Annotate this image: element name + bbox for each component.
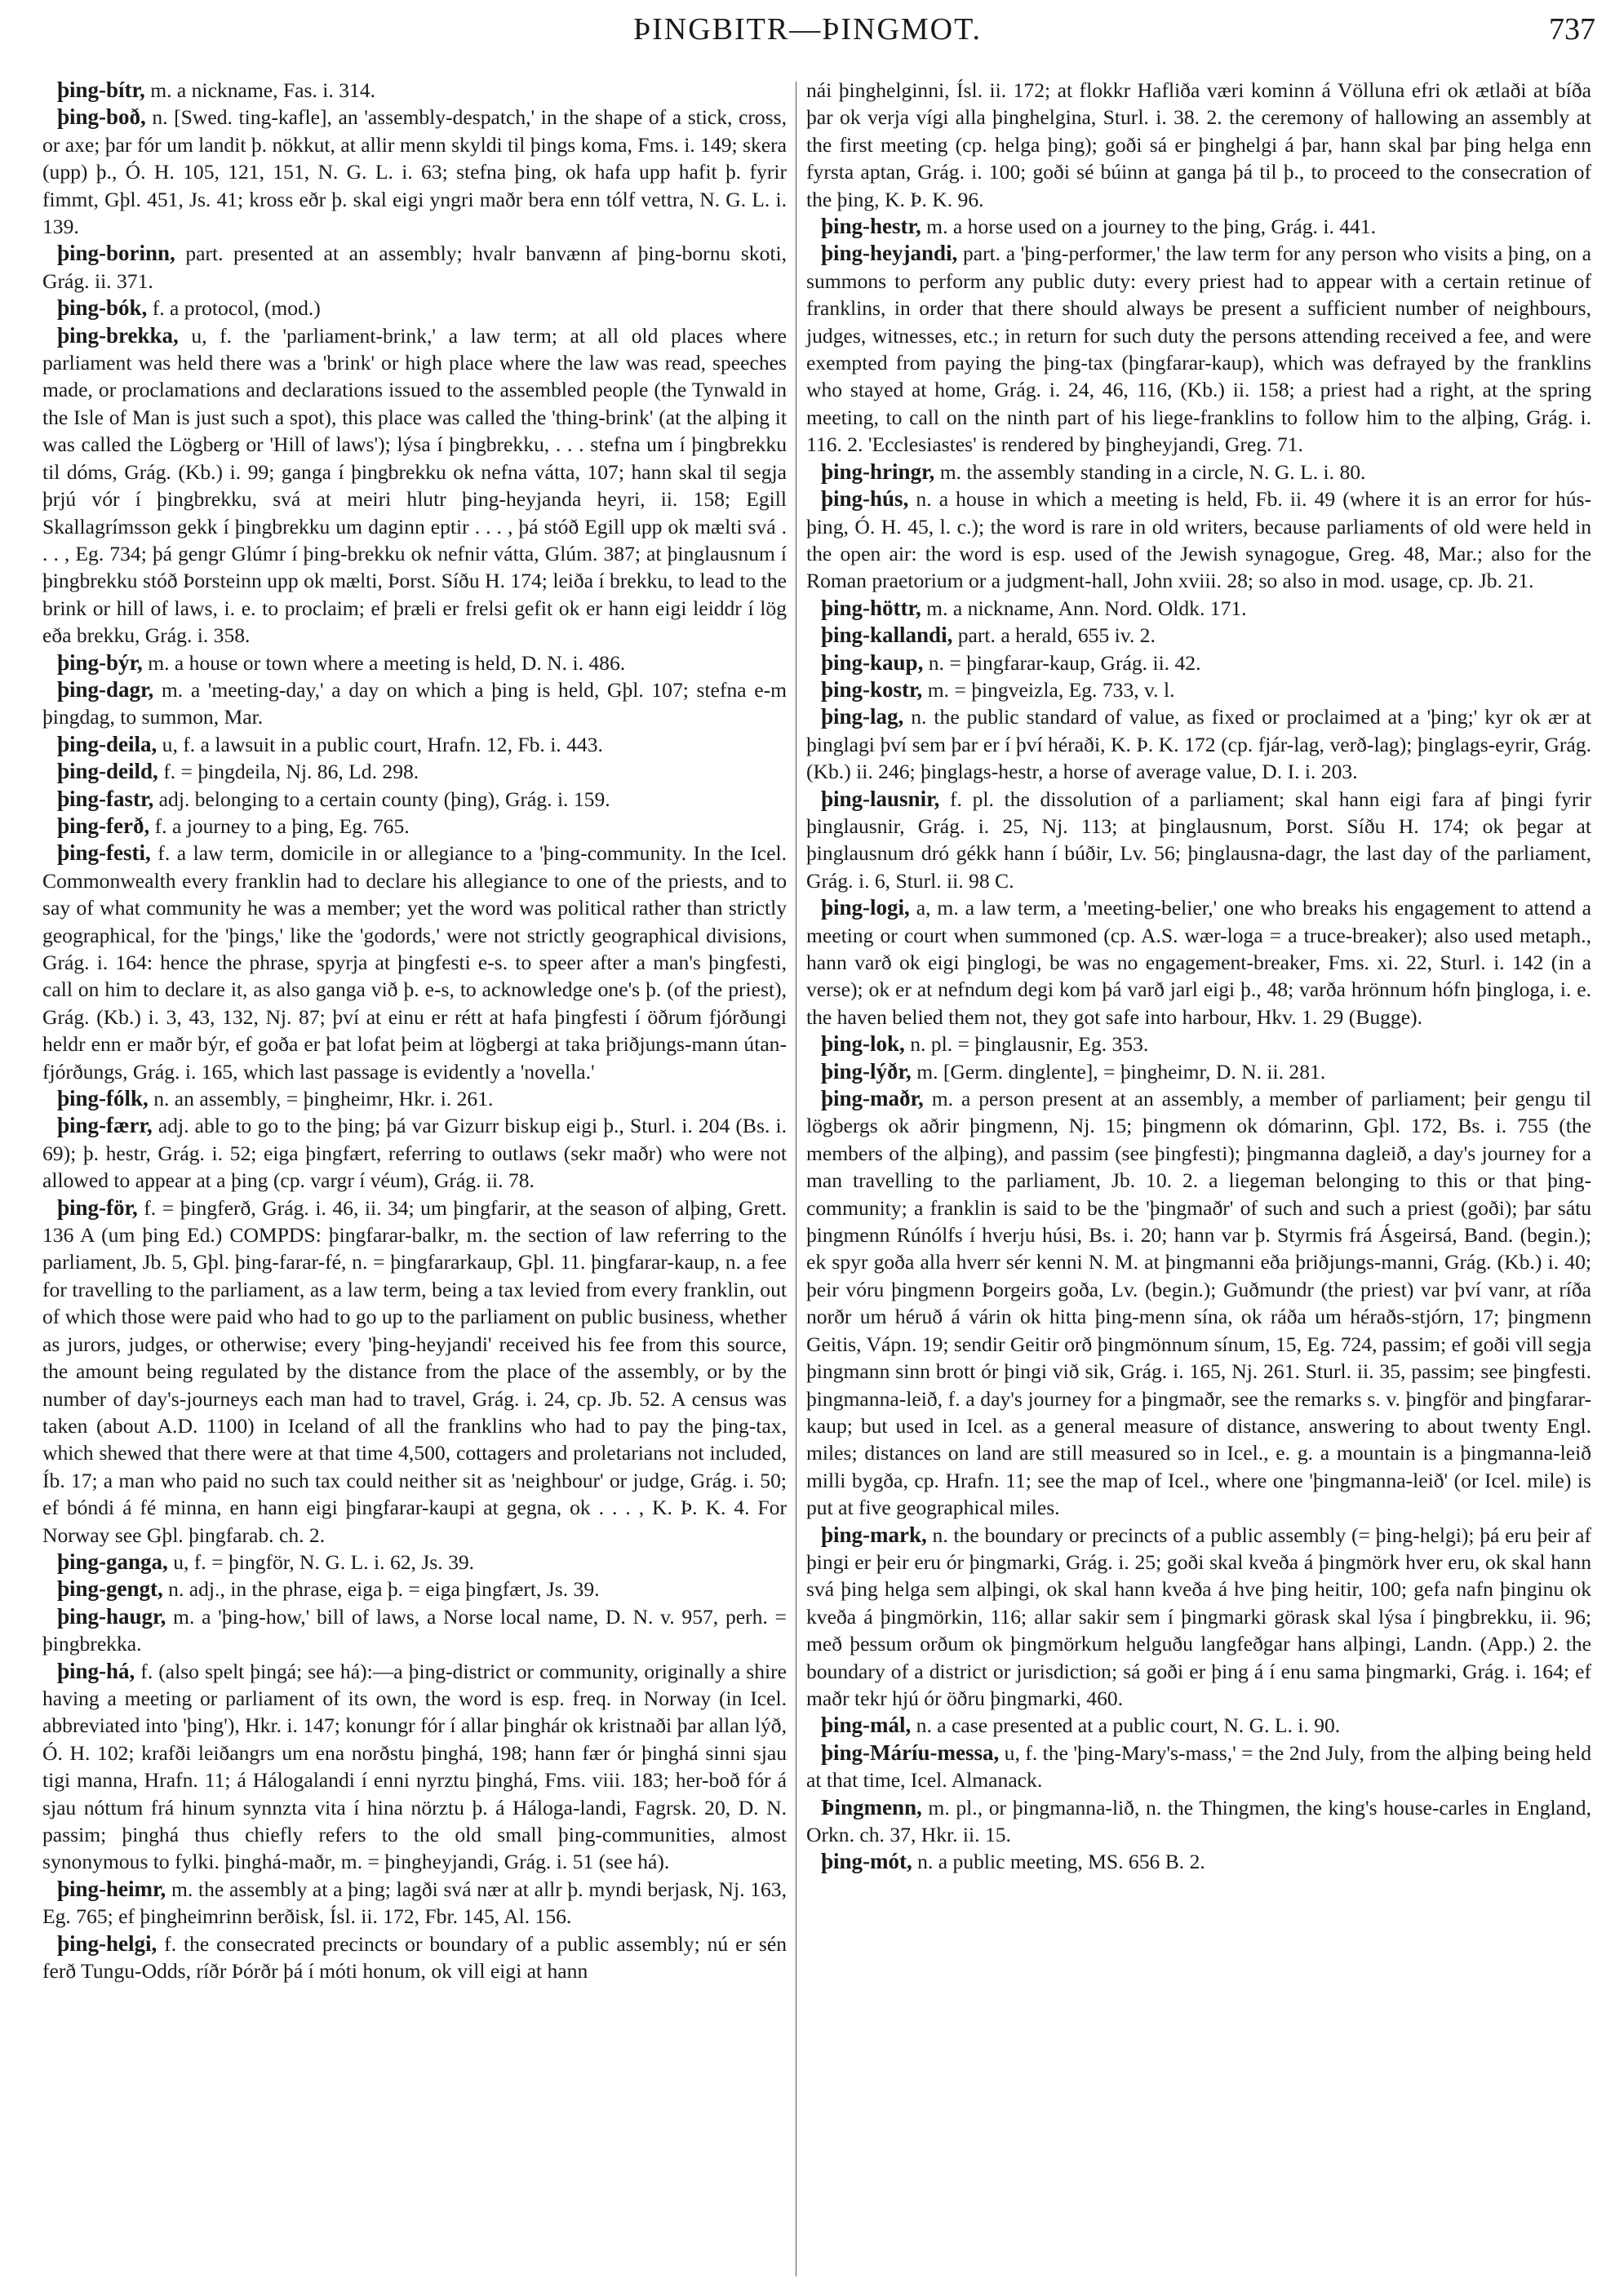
entry-headword: þing-hestr, bbox=[821, 214, 921, 239]
dictionary-entry bbox=[42, 1658, 787, 1876]
dictionary-entry bbox=[806, 703, 1591, 785]
entry-definition: f. a journey to a þing, Eg. 765. bbox=[149, 813, 410, 838]
entry-headword: þing-hús, bbox=[821, 486, 909, 512]
dictionary-entry bbox=[806, 1522, 1591, 1713]
dictionary-entry bbox=[806, 1712, 1591, 1739]
entry-headword: þing-lausnir, bbox=[821, 786, 940, 811]
entry-definition: n. [Swed. ting-kafle], an 'assembly-despatch,' in the shape of a stick, cross, or axe; þar fór um landit þ. nökkut, at allir menn skyldi til þings koma, Fms. i. 149; skera (upp) þ., Ó. H. 105, 121, 151, N. G. L. i. 63; stefna þing, ok hafa upp hafit þ. fyrir fimmt, Gþl. 451, Js. 41; kross eðr þ. skal eigi yngri maðr bera enn tólf vettra, N. G. L. i. 139. bbox=[42, 105, 788, 239]
entry-headword: þing-lýðr, bbox=[821, 1058, 912, 1084]
entry-headword: þing-há, bbox=[57, 1658, 135, 1683]
page-number: 737 bbox=[1549, 12, 1595, 47]
dictionary-entry bbox=[42, 1603, 787, 1658]
dictionary-entry bbox=[806, 240, 1591, 458]
entry-definition: adj. belonging to a certain county (þing), Grág. i. 159. bbox=[153, 787, 610, 811]
entry-headword: þing-logi, bbox=[821, 895, 910, 920]
entry-headword: þing-gengt, bbox=[57, 1576, 163, 1602]
dictionary-entry bbox=[42, 240, 787, 295]
entry-definition: f. the consecrated precincts or boundary of a public assembly; nú er sén ferð Tungu-Odds, ríðr Þórðr þá í móti honum, ok vill eigi at hann bbox=[42, 1931, 787, 1984]
dictionary-entry bbox=[42, 295, 787, 321]
entry-definition: n. the public standard of value, as fixed or proclaimed at a 'þing;' kyr ok ær at þinglagi því sem þar er í því héraði, K. Þ. K. 172 (cp. fjár-lag, verð-lag); þinglags-eyrir, Grág. (Kb.) ii. 246; þinglags-hestr, a horse of average value, D. I. i. 203. bbox=[806, 705, 1591, 784]
entry-definition: f. = þingdeila, Nj. 86, Ld. 298. bbox=[158, 760, 419, 784]
page-header-title: ÞINGBITR—ÞINGMOT. bbox=[632, 12, 983, 47]
entry-headword: þing-deild, bbox=[57, 759, 158, 784]
entry-headword: þing-hringr, bbox=[821, 459, 935, 484]
entry-headword: þing-fastr, bbox=[57, 786, 154, 811]
dictionary-entry bbox=[806, 786, 1591, 895]
entry-definition: part. a herald, 655 iv. 2. bbox=[952, 623, 1156, 648]
dictionary-entry bbox=[42, 1195, 787, 1549]
dictionary-entry bbox=[42, 758, 787, 785]
dictionary-entry bbox=[42, 104, 787, 240]
dictionary-entry bbox=[42, 322, 787, 649]
dictionary-entry bbox=[806, 1085, 1591, 1522]
entry-definition: m. a nickname, Ann. Nord. Oldk. 171. bbox=[921, 596, 1247, 620]
dictionary-entry bbox=[806, 485, 1591, 595]
dictionary-entry bbox=[42, 813, 787, 840]
entry-headword: þing-bók, bbox=[57, 295, 148, 321]
entry-definition: u, f. the 'parliament-brink,' a law term; at all old places where parliament was held there was a 'brink' or high place where the law was read, speeches made, or proclamations and declarations issued to the assembled people (the Tynwald in the Isle of Man is just such a spot), this place was called the 'thing-brink' (at the alþing it was called the Lögberg or 'Hill of laws'); lýsa í þingbrekku, . . . stefna um í þingbrekku til dóms, Grág. (Kb.) i. 99; ganga í þingbrekku ok nefna vátta, 107; hann skal til segja þrjú vór í þingbrekku, svá at meiri hlutr þing-heyjanda heyri, ii. 158; Egill Skallagrímsson gekk í þingbrekku um daginn eptir . . . , þá stóð Egill upp ok mælti svá . . . , Eg. 734; þá gengr Glúmr í þing-brekku ok nefnir vátta, Glúm. 387; at þinglausnum í þingbrekku stóð Þorsteinn upp ok mælti, Þorst. Síðu H. 174; leiða í brekku, to lead to the brink or hill of laws, i. e. to proclaim; ef þræli er frelsi gefit ok er hann eigi leiddr í lög eða brekku, Grág. i. 358. bbox=[42, 323, 787, 648]
left-column bbox=[42, 77, 787, 1984]
dictionary-entry bbox=[806, 1794, 1591, 1849]
dictionary-entry bbox=[806, 1848, 1591, 1875]
entry-headword: þing-höttr, bbox=[821, 595, 921, 620]
entry-definition: n. pl. = þinglausnir, Eg. 353. bbox=[904, 1032, 1149, 1057]
dictionary-entry bbox=[806, 213, 1591, 240]
entry-definition: m. a 'þing-how,' bill of laws, a Norse local name, D. N. v. 957, perh. = þingbrekka. bbox=[42, 1604, 787, 1656]
entry-definition: f. a law term, domicile in or allegiance to a 'þing-community. In the Icel. Commonwealth every franklin had to declare his allegiance to one of the priests, and to say of what community he was a member; yet the word was political rather than strictly geographical, for the 'þings,' like the 'godords,' were not strictly geographical divisions, Grág. i. 164: hence the phrase, spyrja at þingfesti e-s. to speer after a man's þingfesti, call on him to declare it, as also ganga við þ. e-s, to acknowledge one's þ. (of the priest), Grág. (Kb.) i. 3, 43, 132, Nj. 87; því at einu er rétt at hafa þingfesti í öðrum fjórðungi heldr enn er maðr býr, ef goða er þat lofat þeim at lögbergi at taka þriðjungs-mann útan-fjórðungs, Grág. i. 165, which last passage is evidently a 'novella.' bbox=[42, 841, 787, 1084]
entry-definition: u, f. the 'þing-Mary's-mass,' = the 2nd July, from the alþing being held at that time, Icel. Almanack. bbox=[806, 1740, 1591, 1793]
entry-headword: þing-heimr, bbox=[57, 1876, 166, 1901]
dictionary-entry bbox=[42, 1576, 787, 1602]
entry-headword: þing-kostr, bbox=[821, 676, 923, 702]
entry-definition: u, f. = þingför, N. G. L. i. 62, Js. 39. bbox=[167, 1549, 475, 1574]
right-column bbox=[806, 77, 1591, 1876]
entry-headword: þing-maðr, bbox=[821, 1086, 924, 1111]
entry-definition: m. a house or town where a meeting is held, D. N. i. 486. bbox=[142, 650, 626, 675]
dictionary-entry bbox=[42, 1930, 787, 1985]
dictionary-entry bbox=[42, 1112, 787, 1194]
entry-definition: m. the assembly at a þing; lagði svá nær at allr þ. myndi berjask, Nj. 163, Eg. 765; ef þingheimrinn berðisk, Ísl. ii. 172, Fbr. 145, Al. 156. bbox=[42, 1877, 787, 1929]
entry-definition: f. a protocol, (mod.) bbox=[147, 296, 321, 321]
entry-definition: f. = þingferð, Grág. i. 46, ii. 34; um þingfarir, at the season of alþing, Grett. 136 A (um þing Ed.) COMPDS: þingfarar-balkr, m. the section of law referring to the parliament, Jb. 5, Gþl. þing-farar-fé, n. = þingfararkaup, Gþl. 11. þingfarar-kaup, n. a fee for travelling to the parliament, as a law term, being a tax levied from every franklin, out of which those were paid who had to go up to the parliament on public business, whether as jurors, judges, or otherwise; every 'þing-heyjandi' received his fee from this source, the amount being regulated by the distance from the place of the assembly, or by the number of day's-journeys each man had to travel, Grág. i. 24, cp. Jb. 52. A census was taken (about A.D. 1100) in Iceland of all the franklins who had to pay the þing-tax, which shewed that there were at that time 4,500, cottagers and proletarians not included, Íb. 17; a man who paid no such tax could neither sit as 'neighbour' or judge, Grág. i. 50; ef bóndi á fé minna, en hann eigi þingfarar-kaupi at gegna, ok . . . , K. Þ. K. 4. For Norway see Gþl. þingfarab. ch. 2. bbox=[42, 1195, 787, 1547]
entry-headword: þing-deila, bbox=[57, 731, 158, 756]
dictionary-entry bbox=[806, 622, 1591, 649]
entry-definition: m. pl., or þingmanna-lið, n. the Thingmen, the king's house-carles in England, Orkn. ch. 37, Hkr. ii. 15. bbox=[806, 1795, 1591, 1846]
entry-definition: m. a 'meeting-day,' a day on which a þing is held, Gþl. 107; stefna e-m þingdag, to summon, Mar. bbox=[42, 677, 787, 729]
entry-headword: Þingmenn, bbox=[821, 1794, 922, 1820]
dictionary-entry bbox=[806, 1740, 1591, 1794]
entry-definition: n. a public meeting, MS. 656 B. 2. bbox=[912, 1850, 1205, 1874]
entry-headword: þing-helgi, bbox=[57, 1930, 158, 1956]
dictionary-entry bbox=[42, 676, 787, 731]
entry-headword: þing-brekka, bbox=[57, 322, 179, 348]
entry-headword: þing-mót, bbox=[821, 1849, 912, 1874]
entry-headword: þing-færr, bbox=[57, 1113, 153, 1138]
entry-headword: þing-kallandi, bbox=[821, 623, 953, 648]
dictionary-entry bbox=[806, 894, 1591, 1031]
entry-definition: adj. able to go to the þing; þá var Gizurr biskup eigi þ., Sturl. i. 204 (Bs. i. 69); þ. hestr, Grág. i. 52; eiga þingfært, referring to outlaws (sekr maðr) who were not allowed to appear at a þing (cp. vargr í véum), Grág. ii. 78. bbox=[42, 1114, 787, 1193]
entry-headword: þing-fólk, bbox=[57, 1086, 149, 1111]
dictionary-entry bbox=[42, 649, 787, 676]
entry-headword: þing-bítr, bbox=[57, 78, 145, 102]
entry-headword: þing-boð, bbox=[57, 104, 146, 130]
entry-headword: þing-för, bbox=[57, 1195, 138, 1220]
entry-headword: þing-dagr, bbox=[57, 676, 154, 702]
entry-headword: þing-borinn, bbox=[57, 241, 175, 266]
entry-definition: part. a 'þing-performer,' the law term for any person who visits a þing, on a summons to perform any public duty: every priest had to appear with a certain retinue of franklins, in order that there should always be present a sufficient number of neighbours, judges, witnesses, etc.; in return for such duty the persons attending received a fee, and were exempted from paying the þing-tax (þingfarar-kaup), which was defrayed by the franklins who stayed at home, Grág. i. 24, 46, 116, (Kb.) ii. 158; a priest had a right, at the spring meeting, to call on the ninth part of his liege-franklins to follow him to the alþing, Grág. i. 116. 2. 'Ecclesiastes' is rendered by þingheyjandi, Greg. 71. bbox=[806, 242, 1591, 457]
entry-definition: u, f. a lawsuit in a public court, Hrafn. 12, Fb. i. 443. bbox=[157, 732, 603, 756]
entry-headword: þing-lok, bbox=[821, 1031, 905, 1057]
entry-definition: m. = þingveizla, Eg. 733, v. l. bbox=[922, 677, 1175, 702]
entry-definition: f. (also spelt þingá; see há):—a þing-district or community, originally a shire having a meeting or parliament of its own, the word is esp. freq. in Norway (in Icel. abbreviated into 'þing'), Hkr. i. 147; konungr fór í allar þinghár ok kristnaði þar allan lýð, Ó. H. 102; krafði leiðangrs um ena norðstu þinghá, 198; hann fær ór þinghá sinni sjau tigi manna, Hrafn. 11; á Hálogalandi í enni nyrztu þinghá, Fms. viii. 183; her-boð fór á sjau nóttum frá hinum synnzta vita í hina nörztu þ. á Háloga-landi, Fagrsk. 20, D. N. passim; þinghá thus chiefly refers to the old small þing-communities, almost synonymous to fylki. þinghá-maðr, m. = þingheyjandi, Grág. i. 51 (see há). bbox=[42, 1659, 787, 1874]
dictionary-entry bbox=[806, 459, 1591, 485]
entry-definition: a, m. a law term, a 'meeting-belier,' one who breaks his engagement to attend a meeting or court when summoned (cp. A.S. wær-loga = a truce-breaker); also used metaph., hann varð ok eigi þinglogi, be was no engagement-breaker, Fms. xi. 22, Sturl. i. 142 (in a verse); ok er at nefndum degi kom þá varð jarl eigi þ., 48; varða hrönnum hófn þingloga, i. e. the haven belied them not, they got safe into harbour, Hkv. 1. 29 (Bugge). bbox=[806, 896, 1591, 1029]
entry-headword: þing-lag, bbox=[821, 704, 904, 729]
dictionary-entry bbox=[42, 1876, 787, 1930]
entry-definition: m. a person present at an assembly, a member of parliament; þeir gengu til lögbergs ok aðrir þingmenn, Nj. 15; þingmenn ok dómarinn, Gþl. 172, Bs. i. 755 (the members of the alþing), and passim (see þingfesti); þingmanna dagleið, a day's journey for a man travelling to the parliament, Jb. 10. 2. a liegeman belonging to this or that þing-community; a franklin is said to be the 'þingmaðr' of such and such a priest (goði); þar sátu þingmenn Rúnólfs í hverju húsi, Bs. i. 20; hann var þ. Styrmis frá Ásgeirsá, Band. (begin.); ek spyr goða alla hverr sér kenni N. M. at þingmanni eða þriðjungs-manni, Grág. (Kb.) i. 40; þeir vóru þingmenn Þorgeirs goða, Lv. (begin.); Guðmundr (the priest) var því vanr, at ríða norðr um héruð á várin ok hitta þing-menn sína, ok ráða um héraðs-stjórn, 17; þingmenn Geitis, Vápn. 19; sendir Geitir orð þingmönnum sínum, 15, Eg. 724, passim; ef goði vill segja þingmann sinn brott ór þingi við sik, Grág. i. 165, Nj. 261. Sturl. ii. 35, passim; see þingfesti. þingmanna-leið, f. a day's journey for a þingmaðr, see the remarks s. v. þingför and þingfarar-kaup; but used in Icel. as a general measure of distance, answering to about twenty Engl. miles; distances on land are still measured so in Icel., e. g. a mountain is a þingmanna-leið milli bygða, cp. Hrafn. 11; see the map of Icel., where one 'þingmanna-leið' (or Icel. mile) is put at five geographical miles. bbox=[806, 1087, 1591, 1520]
entry-definition: n. a case presented at a public court, N. G. L. i. 90. bbox=[911, 1713, 1341, 1738]
entry-definition: m. a horse used on a journey to the þing, Grág. i. 441. bbox=[921, 215, 1377, 239]
entry-definition: n. a house in which a meeting is held, Fb. ii. 49 (where it is an error for hús-þing, Ó. H. 45, l. c.); the word is rare in old writers, because parliaments of old were held in the open air: the word is esp. used of the Jewish synagogue, Greg. 48, Mar.; also for the Roman praetorium or a judgment-hall, John xviii. 28; so also in mod. usage, cp. Jb. 21. bbox=[806, 487, 1591, 593]
dictionary-entry bbox=[806, 1031, 1591, 1057]
entry-headword: þing-kaup, bbox=[821, 649, 924, 675]
entry-definition: part. presented at an assembly; hvalr banvænn af þing-bornu skoti, Grág. ii. 371. bbox=[42, 242, 787, 293]
entry-definition: m. a nickname, Fas. i. 314. bbox=[144, 78, 375, 102]
entry-headword: þing-ganga, bbox=[57, 1549, 168, 1574]
dictionary-entry bbox=[42, 786, 787, 813]
entry-definition: n. = þingfarar-kaup, Grág. ii. 42. bbox=[923, 650, 1201, 675]
dictionary-entry bbox=[806, 77, 1591, 213]
dictionary-entry bbox=[42, 1549, 787, 1576]
entry-headword: þing-ferð, bbox=[57, 813, 150, 838]
entry-definition: n. the boundary or precincts of a public assembly (= þing-helgi); þá eru þeir af þingi er þeir eru ór þingmarki, Grág. i. 25; goði skal kveða á þingmörk hver eru, ok skal hann svá þing helga sem alþingi, ok skal hann kveða á hve þing heitir, 100; gefa nafn þinginu ok kveða á þingmörkin, 116; allar sakir sem í þingmarki görask skal lýsa í þingbrekku, ii. 96; með þessum orðum ok þingmörkum helguðu langfeðgar hans alþingi, Landn. (App.) 2. the boundary of a district or jurisdiction; sá goði er þing á í enu sama þingmarki, Grág. i. 164; ef maðr tekr hjú ór öðru þingmarki, 460. bbox=[806, 1523, 1591, 1710]
entry-definition: n. an assembly, = þingheimr, Hkr. i. 261. bbox=[148, 1087, 494, 1111]
entry-headword: þing-mark, bbox=[821, 1522, 927, 1547]
entry-headword: þing-mál, bbox=[821, 1713, 912, 1738]
entry-definition: m. the assembly standing in a circle, N. G. L. i. 80. bbox=[934, 459, 1366, 484]
entry-definition: m. [Germ. dinglente], = þingheimr, D. N. ii. 281. bbox=[911, 1059, 1326, 1084]
entry-headword: þing-býr, bbox=[57, 649, 143, 675]
dictionary-entry bbox=[806, 595, 1591, 622]
dictionary-entry bbox=[42, 1085, 787, 1112]
entry-definition: n. adj., in the phrase, eiga þ. = eiga þingfært, Js. 39. bbox=[162, 1577, 600, 1602]
dictionary-entry bbox=[42, 840, 787, 1085]
entry-headword: þing-Máríu-messa, bbox=[821, 1740, 1000, 1765]
dictionary-entry bbox=[42, 731, 787, 758]
dictionary-entry bbox=[806, 1058, 1591, 1085]
dictionary-entry bbox=[806, 676, 1591, 703]
entry-headword: þing-heyjandi, bbox=[821, 241, 958, 266]
entry-headword: þing-festi, bbox=[57, 840, 151, 866]
entry-definition: nái þinghelginni, Ísl. ii. 172; at flokkr Hafliða væri kominn á Völluna efri ok ætlaði at bíða þar ok verja vígi alla þinghelgina, Sturl. i. 38. 2. the ceremony of hallowing an assembly at the first meeting (cp. helga þing); goði sá er þinghelgi á þar, hann skal þar þing helga enn fyrsta aptan, Grág. i. 100; goði sé búinn at ganga þá til þ., to proceed to the consecration of the þing, K. Þ. K. 96. bbox=[806, 78, 1591, 211]
dictionary-entry bbox=[42, 77, 787, 104]
entry-definition: f. pl. the dissolution of a parliament; skal hann eigi fara af þingi fyrir þinglausnir, Grág. i. 25, Nj. 113; at þinglausnum, Þorst. Síðu H. 174; ok þegar at þinglausnum dró gékk hann í búðir, Lv. 56; þinglausna-dagr, the last day of the parliament, Grág. i. 6, Sturl. ii. 98 C. bbox=[806, 787, 1591, 893]
entry-headword: þing-haugr, bbox=[57, 1603, 166, 1629]
dictionary-entry bbox=[806, 649, 1591, 676]
